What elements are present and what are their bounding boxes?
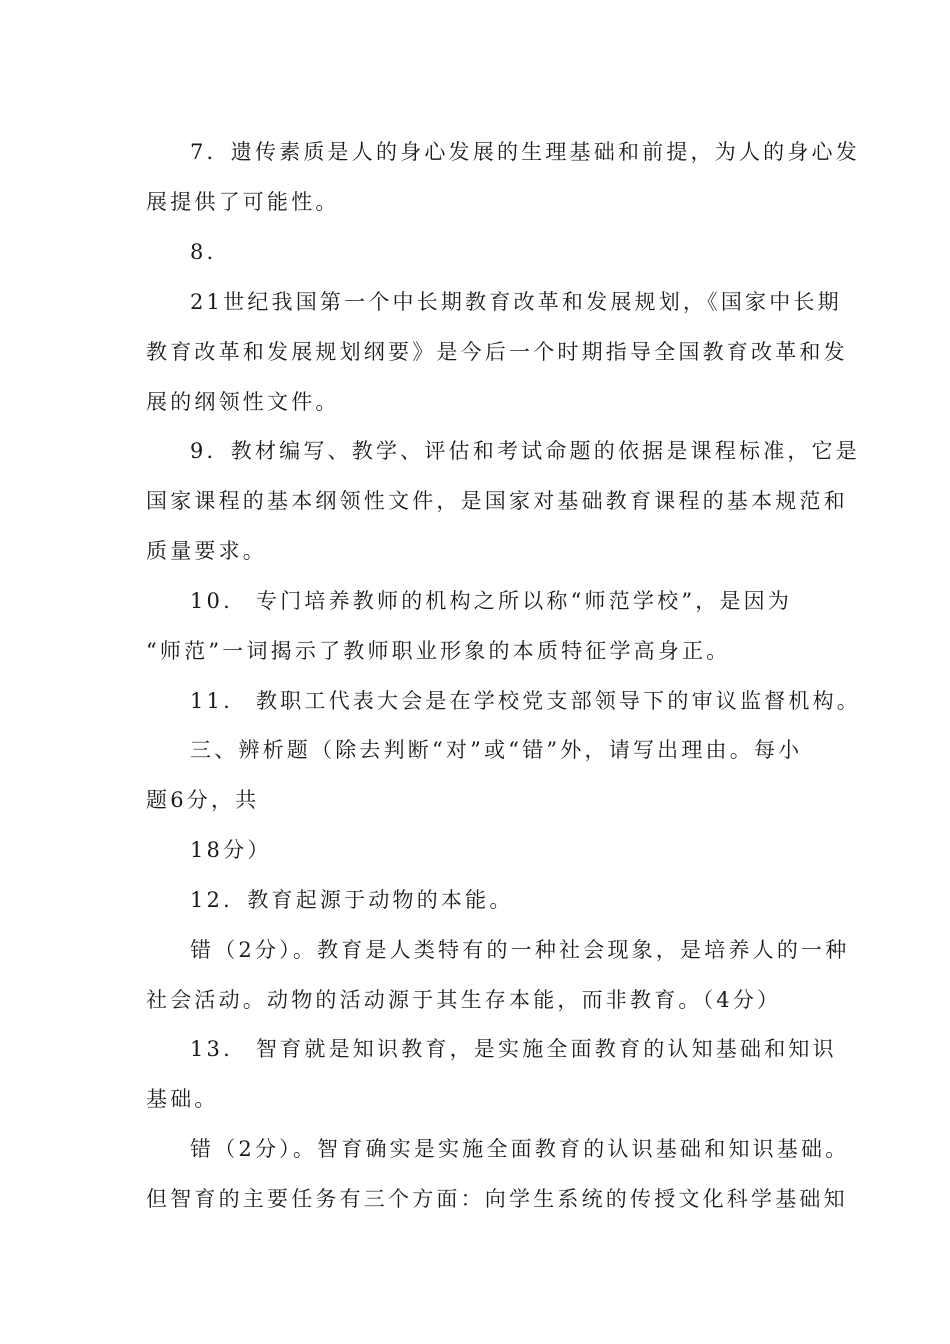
text-line: 基础。 [146,1087,219,1111]
item-number: 13. [190,1037,233,1061]
line-text: 专门培养教师的机构之所以称“师范学校”，是因为 [256,589,793,613]
text-line: 21世纪我国第一个中长期教育改革和发展规划，《国家中长期 [190,290,842,314]
text-line: “师范”一词揭示了教师职业形象的本质特征学高身正。 [146,639,731,663]
text-line [190,589,792,613]
text-line: 国家课程的基本纲领性文件，是国家对基础教育课程的基本规范和 [146,489,848,513]
section-heading: 三、辨析题（除去判断“对”或“错”外，请写出理由。每小 [190,738,803,762]
text-line: 展提供了可能性。 [146,190,340,214]
text-line: 错（2分）。智育确实是实施全面教育的认识基础和知识基础。 [190,1137,850,1161]
text-line [190,1037,837,1061]
text-line: 错（2分）。教育是人类特有的一种社会现象，是培养人的一种 [190,938,850,962]
text-line: 9．教材编写、教学、评估和考试命题的依据是课程标准，它是 [190,439,860,463]
text-line: 12．教育起源于动物的本能。 [190,888,514,912]
line-text: 智育就是知识教育，是实施全面教育的认知基础和知识 [256,1037,837,1061]
text-line: 题6分，共 [146,788,260,812]
text-line [190,689,861,713]
text-line: 7．遗传素质是人的身心发展的生理基础和前提，为人的身心发 [190,140,860,164]
text-line: 但智育的主要任务有三个方面：向学生系统的传授文化科学基础知 [146,1187,848,1211]
item-number: 10. [190,589,233,613]
text-line: 教育改革和发展规划纲要》是今后一个时期指导全国教育改革和发 [146,340,848,364]
text-line: 质量要求。 [146,539,267,563]
text-line: 社会活动。动物的活动源于其生存本能，而非教育。（4分） [146,988,782,1012]
text-line: 展的纲领性文件。 [146,390,340,414]
text-line: 18分） [190,838,272,862]
line-text: 教职工代表大会是在学校党支部领导下的审议监督机构。 [256,689,861,713]
item-number: 11. [190,689,233,713]
text-line: 8. [190,240,217,264]
